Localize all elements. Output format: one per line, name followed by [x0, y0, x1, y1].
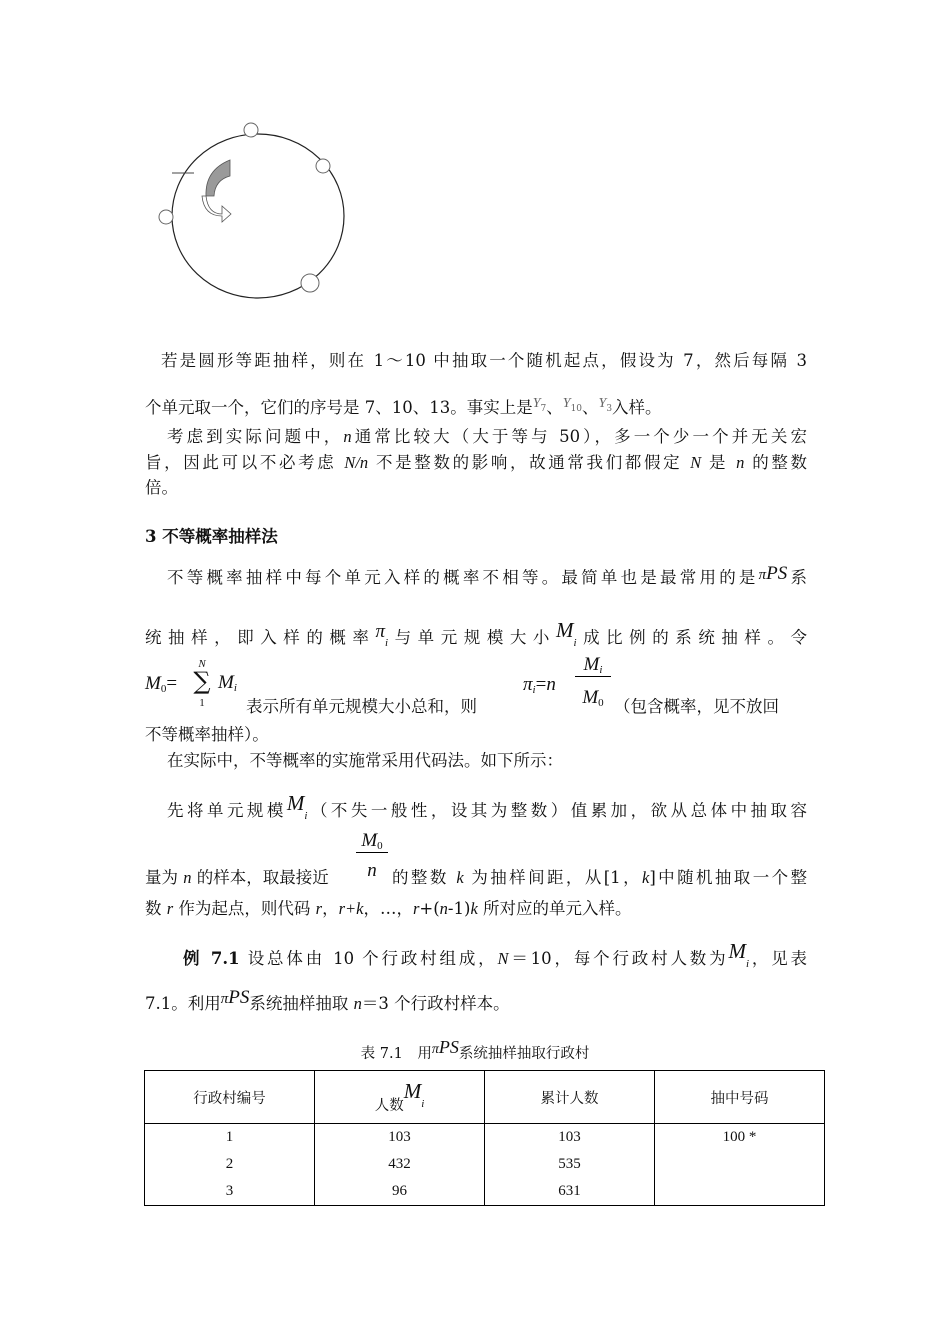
example-line1: 例 7.1 设总体由 10 个行政村组成，N＝10，每个行政村人数为$M_i$，见表 — [183, 939, 808, 970]
section-heading: 3 不等概率抽样法 — [145, 527, 278, 546]
paragraph-n-large-line2: 旨，因此可以不必考虑 N/n 不是整数的影响，故通常我们都假定 N 是 n 的整数 — [145, 453, 808, 472]
header-selected-number: 抽中号码 — [655, 1071, 825, 1124]
unit-marker-left — [159, 210, 173, 224]
table-header-row — [145, 1071, 825, 1124]
fraction-m0-over-n-denominator: n — [367, 860, 377, 881]
paragraph-procedure-line2-left: 量为 n 的样本，取最接近 — [145, 868, 329, 887]
cell-village-id: 3 — [145, 1178, 315, 1206]
cell-selected-number — [655, 1151, 825, 1178]
table-row — [145, 1151, 825, 1178]
header-population: 人数$M_i$ — [315, 1071, 485, 1124]
paragraph-procedure-line2-right: 的整数 k 为抽样间距，从[1，k]中随机抽取一个整 — [392, 868, 808, 887]
table-row — [145, 1124, 825, 1152]
formula-pi-numerator: $M_i$ — [575, 654, 611, 677]
sum-lower-limit: 1 — [199, 697, 205, 709]
formula-pi-lhs: $\pi_i=n$ — [523, 674, 556, 696]
paragraph-unequal-line1: 不等概率抽样中每个单元入样的概率不相等。最简单也是最常用的是πPS系 — [167, 563, 808, 587]
paragraph-procedure-line1: 先将单元规模$M_i$（不失一般性，设其为整数）值累加，欲从总体中抽取容 — [167, 791, 808, 822]
rotation-arrow-head-icon — [202, 196, 231, 222]
cell-village-id: 1 — [145, 1124, 315, 1152]
circular-sampling-diagram — [150, 118, 360, 308]
villages-table — [144, 1070, 825, 1206]
formula-pi-note: （包含概率，见不放回 — [614, 697, 779, 716]
unit-marker-upper-right — [316, 159, 330, 173]
formula-m0-sum: M0= — [145, 673, 178, 695]
example-line2: 7.1。利用πPS系统抽样抽取 n＝3 个行政村样本。 — [145, 987, 510, 1013]
sum-description: 表示所有单元规模大小总和，则 — [246, 697, 477, 716]
table-row — [145, 1178, 825, 1206]
paragraph-unequal-line4: 不等概率抽样）。 — [145, 725, 269, 744]
paragraph-procedure-line3: 数 r 作为起点，则代码 r，r+k，…，r+(n-1)k 所对应的单元入样。 — [145, 899, 632, 918]
header-cumulative: 累计人数 — [485, 1071, 655, 1124]
paragraph-code-method: 在实际中，不等概率的实施常采用代码法。如下所示： — [167, 751, 563, 770]
cell-selected-number: 100 * — [655, 1124, 825, 1152]
paragraph-circular-sampling-line1: 若是圆形等距抽样，则在 1～10 中抽取一个随机起点，假设为 7，然后每隔 3 — [161, 351, 807, 370]
header-village-id: 行政村编号 — [145, 1071, 315, 1124]
unit-marker-lower-right — [301, 274, 319, 292]
cell-village-id: 2 — [145, 1151, 315, 1178]
cell-selected-number — [655, 1178, 825, 1206]
sum-sign: ∑ — [193, 667, 211, 695]
cell-population: 432 — [315, 1151, 485, 1178]
table-caption: 表 7.1 用πPS系统抽样抽取行政村 — [360, 1037, 590, 1062]
paragraph-n-large-line1: 考虑到实际问题中，n通常比较大（大于等与 50），多一个少一个并无关宏 — [167, 427, 807, 446]
unit-marker-top — [244, 123, 258, 137]
cell-cumulative: 535 — [485, 1151, 655, 1178]
paragraph-n-large-line3: 倍。 — [145, 478, 178, 497]
fraction-m0-over-n-numerator: M0 — [356, 830, 388, 853]
formula-pi-denominator: M0 — [582, 687, 604, 709]
paragraph-circular-sampling-line2: 个单元取一个，它们的序号是 7、10、13。事实上是$^Y$7、$^Y$10、$^Y$3入样。 — [145, 396, 662, 417]
cell-cumulative: 631 — [485, 1178, 655, 1206]
cell-population: 96 — [315, 1178, 485, 1206]
rotation-arrow-icon — [206, 160, 230, 196]
cell-cumulative: 103 — [485, 1124, 655, 1152]
paragraph-unequal-line2: 统抽样，即入样的概率$\pi_i$与单元规模大小$M_i$成比例的系统抽样。令 — [145, 618, 808, 649]
sum-upper-limit: N — [198, 658, 206, 670]
cell-population: 103 — [315, 1124, 485, 1152]
sampling-circle — [172, 134, 344, 298]
sum-term: $M_i$ — [218, 672, 237, 694]
